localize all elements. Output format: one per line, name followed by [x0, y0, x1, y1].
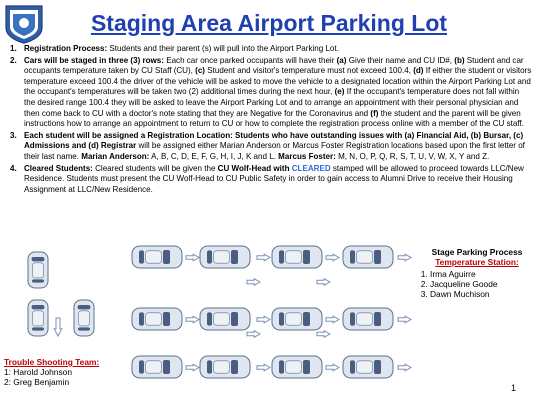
- car-icon: [28, 252, 48, 288]
- arrow-right-icon: [326, 364, 339, 371]
- arrow-right-icon: [326, 316, 339, 323]
- arrow-right-icon: [398, 316, 411, 323]
- staff-item: 3. Dawn Muchison: [430, 289, 536, 299]
- item-text: Each student will be assigned a Registration Location: Students who have outstanding issues with (a) Financial Aid, (b) Bursar, (c) Admissions and (d) Registrar will be assigned either Marian Anderson or Marcus Foster Registration locations based upon the first letter of their last name. Marian Anderson: A, B, C, D, E, F, G, H, I, J, K and L. Marcus Foster: M, N, O, P, Q, R, S, T, U, V, W, X, Y and Z.: [24, 130, 525, 161]
- arrow-right-icon: [398, 254, 411, 261]
- stage-parking-box: [418, 247, 536, 299]
- item-number: 2.: [10, 55, 17, 65]
- arrow-right-icon: [247, 331, 260, 338]
- arrow-right-icon: [257, 364, 270, 371]
- car-icon: [200, 246, 250, 268]
- car-icon: [272, 246, 322, 268]
- item-text: Cleared Students: Cleared students will be given the CU Wolf-Head with CLEARED stamped will be allowed to proceed towards LLC/New Residence. Students must present the CU Wolf-Head to CU Public Safety in order to gain access to Alumni Drive to receive their Housing Assignment at LLC/New Residence.: [24, 163, 524, 194]
- stage-title: Stage Parking Process: [431, 247, 523, 257]
- item-text: Cars will be staged in three (3) rows: Each car once parked occupants will have their (a) Give their name and CU ID#, (b) Student and car occupants temperature taken by CU Staff (CU), (c) Student and visitor's temperature must not exceed 100.4, (d) If either the student or visitors temperature exceed 100.4 the driver of the vehicle will be asked to move the vehicle to a designated location within the Airport Parking Lot and the occupant's temperatures will be taken two (2) additional times during the next hour, (e) If the occupant's temperature does not fall within the desired range 100.4 they will be asked to leave the Airport Parking Lot and to arrange an appointment with their personal physician and then come back to CU with a doctor's note stating that they are Negative for the Coronavirus and (f) the student and the parent will be given instructions how to arrange an appointment to return to CU or how to complete the registration process online with a member of the CU staff.: [24, 55, 532, 129]
- arrow-down-icon: [54, 318, 62, 336]
- car-icon: [272, 308, 322, 330]
- temperature-staff-list: [418, 269, 536, 299]
- page-number: 1: [510, 383, 516, 393]
- car-icon: [200, 308, 250, 330]
- trouble-member: 2: Greg Benjamin: [4, 377, 70, 387]
- temperature-station-title: Temperature Station:: [435, 257, 519, 267]
- arrow-right-icon: [186, 316, 199, 323]
- staff-item: 1. Irma Aguirre: [430, 269, 536, 279]
- car-icon: [343, 246, 393, 268]
- item-text: Registration Process: Students and their parent (s) will pull into the Airport Parking Lot.: [24, 44, 339, 53]
- car-icon: [74, 300, 94, 336]
- car-icon: [272, 356, 322, 378]
- arrow-right-icon: [247, 279, 260, 286]
- arrow-right-icon: [186, 254, 199, 261]
- car-icon: [200, 356, 250, 378]
- trouble-title: Trouble Shooting Team:: [4, 357, 100, 367]
- arrow-right-icon: [317, 279, 330, 286]
- trouble-shooting-box: [4, 357, 154, 387]
- arrow-right-icon: [257, 316, 270, 323]
- arrow-right-icon: [317, 331, 330, 338]
- car-icon: [343, 308, 393, 330]
- arrow-right-icon: [257, 254, 270, 261]
- arrow-right-icon: [398, 364, 411, 371]
- car-icon: [132, 308, 182, 330]
- item-number: 1.: [10, 44, 17, 53]
- page-title: Staging Area Airport Parking Lot: [90, 10, 448, 36]
- arrow-right-icon: [326, 254, 339, 261]
- trouble-member: 1: Harold Johnson: [4, 367, 72, 377]
- arrow-right-icon: [186, 364, 199, 371]
- car-icon: [28, 300, 48, 336]
- staff-item: 2. Jacqueline Goode: [430, 279, 536, 289]
- item-number: 4.: [10, 163, 17, 173]
- car-icon: [343, 356, 393, 378]
- car-icon: [132, 246, 182, 268]
- item-number: 3.: [10, 130, 17, 140]
